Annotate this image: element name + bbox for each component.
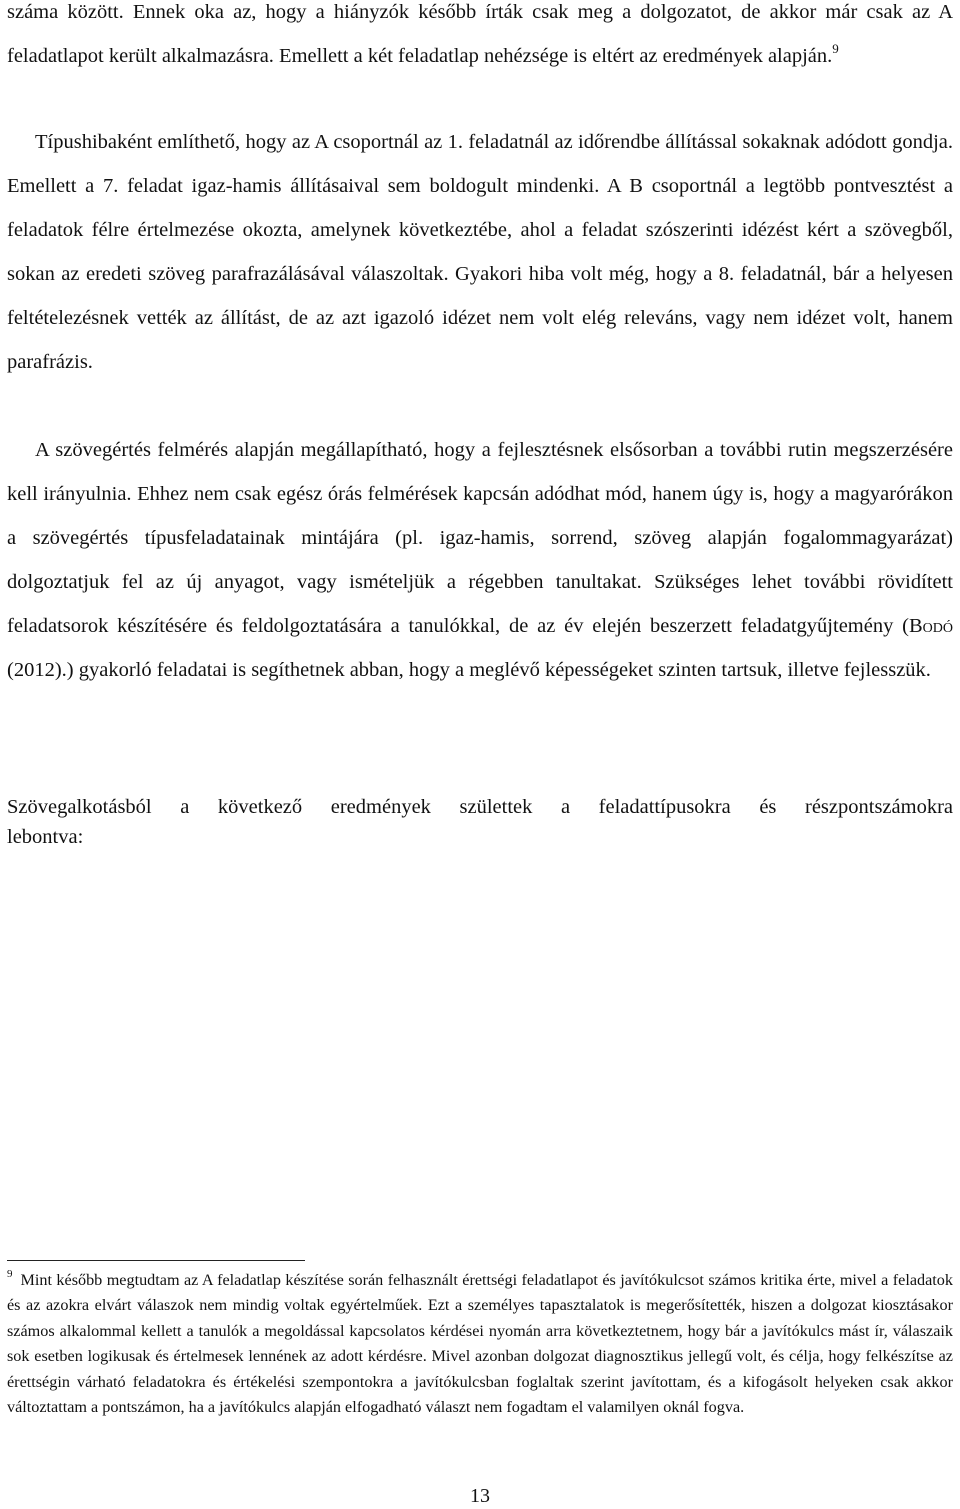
footnote-text: Mint később megtudtam az A feladatlap készítése során felhasznált érettségi feladatlapot és javítókulcsot számos kritika érte, mivel a feladatok és az azokra elvárt válaszok nem mindig voltak egyértelműek. Ezt a személyes tapasztalatok is megerősítették, hiszen a dolgozat kiosztásakor számos alkalommal kellett a tanulók a megoldással kapcsolatos kérdései nyomán arra következtetnem, hogy bár a javítókulcs mást ír, válaszaik sok esetben logikusak és értelmesek lennének az adott kérdésre. Mivel azonban dolgozat diagnosztikus jellegű volt, és célja, hogy felkészítse az érettségin várható feladatokra és értékelési szempontokra a javítókulcsban foglaltak szerint javítottam, és a kifogásolt helyeken csak akkor változtattam a pontszámon, ha a javítókulcs alapján elfogadható választ nem fogadtam el valamilyen oknál fogva. [7, 1271, 953, 1417]
paragraph-text: A szövegértés felmérés alapján megállapítható, hogy a fejlesztésnek elsősorban a további rutin megszerzésére kell irányulnia. Ehhez nem csak egész órás felmérések kapcsán adódhat mód, hanem úgy is, hogy a magyarórákon a szövegértés típusfeladatainak mintájára (pl. igaz-hamis, sorrend, szöveg alapján fogalommagyarázat) dolgoztatjuk fel az új anyagot, vagy ismételjük a régebben tanultakat. Szükséges lehet további rövidített feladatsorok készítésére és feldolgoztatására a tanulókkal, de az év elején beszerzett feladatgyűjtemény ( [7, 439, 953, 637]
intro-line: lebontva: [7, 826, 84, 848]
footnote-reference[interactable]: 9 [832, 41, 839, 56]
paragraph-typical-errors: Típushibaként említhető, hogy az A csoportnál az 1. feladatnál az időrendbe állítással sokaknak adódott gondja. Emellett a 7. feladat igaz-hamis állításaival sem boldogult mindenki. A B csoportnál a legtöbb pontvesztést a feladatok félre értelmezése okozta, amelynek következtébe, ahol a feladat szószerinti idézést kért a szövegből, sokan az eredeti szöveg parafrazálásával válaszoltak. Gyakori hiba volt még, hogy a 8. feladatnál, bár a helyesen feltételezésnek vették az állítást, de az azt igazoló idézet nem volt elég releváns, vagy nem idézet volt, hanem parafrázis. [7, 131, 953, 373]
paragraph-text: (2012).) gyakorló feladatai is segíthetnek abban, hogy a meglévő képességeket szinten tartsuk, illetve fejlesszük. [7, 659, 931, 681]
paragraph-continuation [7, 0, 953, 78]
footnote-separator [7, 1260, 305, 1261]
author-name: Bodó [908, 615, 953, 637]
paragraph-text: száma között. Ennek oka az, hogy a hiányzók később írták csak meg a dolgozatot, de akkor már csak az A feladatlapot került alkalmazásra. Emellett a két feladatlap nehézsége is eltért az eredmények alapján. [7, 1, 953, 67]
intro-line: Szövegalkotásból a következő eredmények születtek a feladattípusokra és részpontszámokra [7, 796, 953, 818]
paragraph-text-composition-intro [7, 792, 953, 852]
footnote [7, 1268, 953, 1420]
footnote-number: 9 [7, 1268, 13, 1280]
page-number: 13 [470, 1485, 490, 1507]
paragraph-conclusion [7, 428, 953, 692]
